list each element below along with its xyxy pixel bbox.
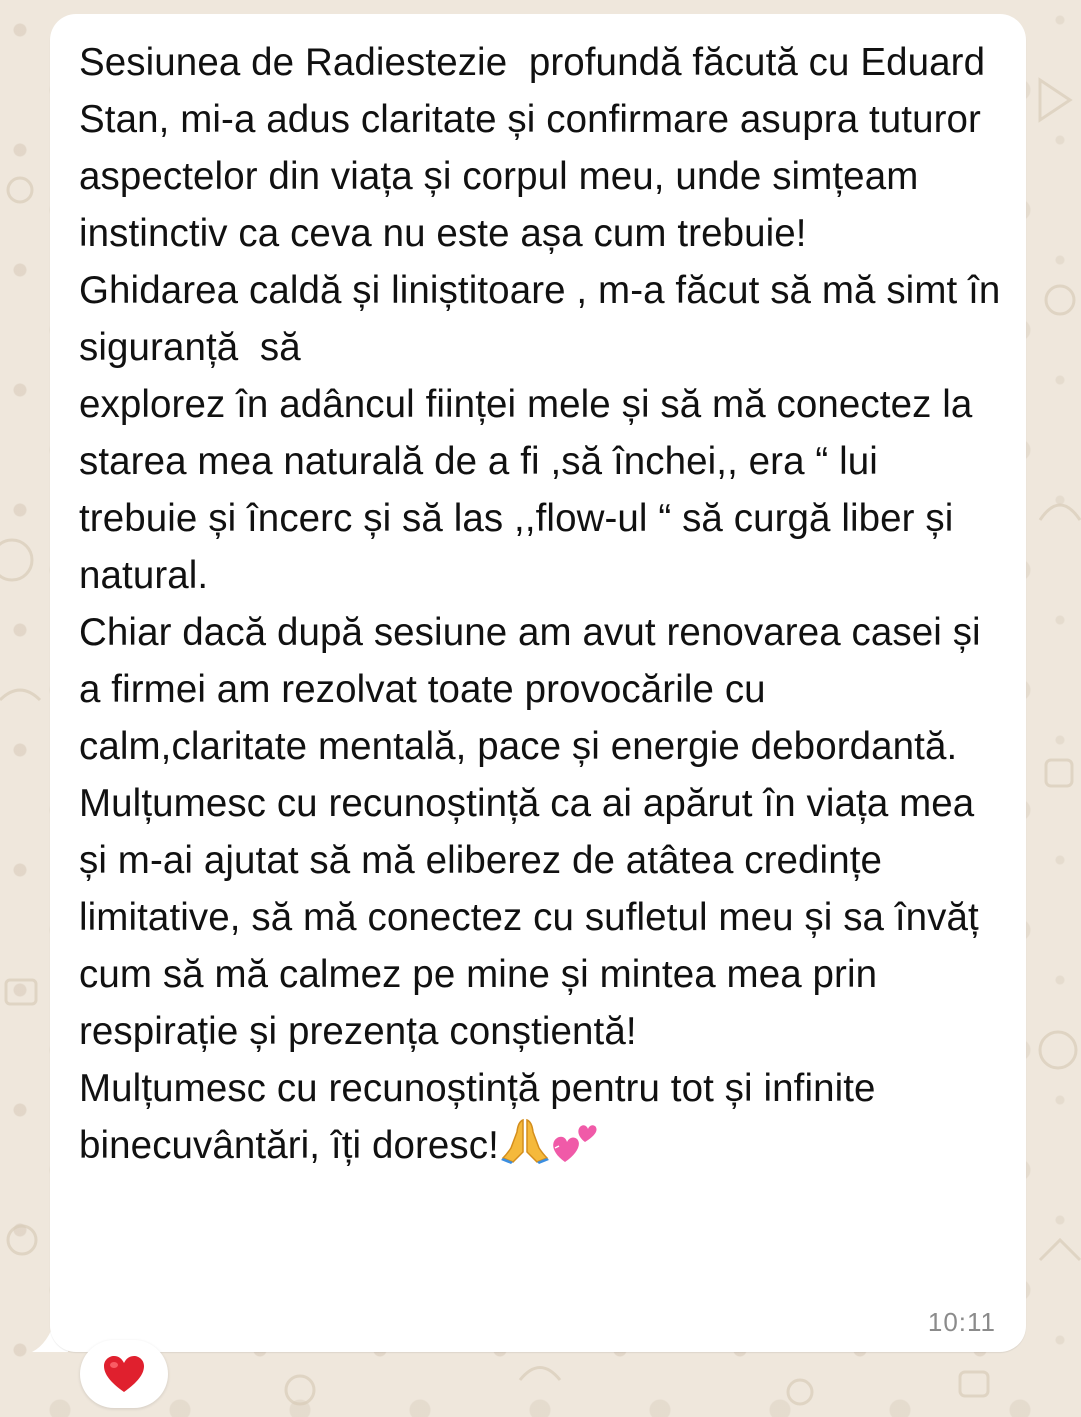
reaction-badge[interactable] <box>80 1340 168 1408</box>
message-timestamp: 10:11 <box>927 1307 996 1337</box>
folded-hands-icon <box>501 1118 549 1180</box>
message-text: Sesiunea de Radiestezie profundă făcută cu Eduard Stan, mi-a adus claritate și confirmare asupra tuturor aspectelor din viața și corpul meu, unde simțeam instinctiv ca ceva nu este așa cum trebuie! Ghidarea caldă și liniștitoare , m-a făcut să mă simt în siguranță să explorez în adâncul ființei mele și să mă conectez la starea mea naturală de a fi ,să închei,, era “ lui trebuie și încerc și să las ,,flow-ul “ să curgă liber și natural. Chiar dacă după sesiune am avut renovarea casei și a firmei am rezolvat toate provocările cu calm,claritate mentală, pace și energie debordantă. Mulțumesc cu recunoștință ca ai apărut în viața mea și m-ai ajutat să mă eliberez de atâtea credințe limitative, să mă conectez cu sufletul meu și sa învăț cum să mă calmez pe mine și mintea mea prin respirație și prezența conștientă! Mulțumesc cu recunoștință pentru tot și infinite binecuvântări, îți doresc! <box>79 34 1004 1180</box>
red-heart-icon <box>102 1354 146 1394</box>
two-hearts-icon <box>551 1118 599 1180</box>
message-bubble[interactable] <box>50 14 1026 1352</box>
